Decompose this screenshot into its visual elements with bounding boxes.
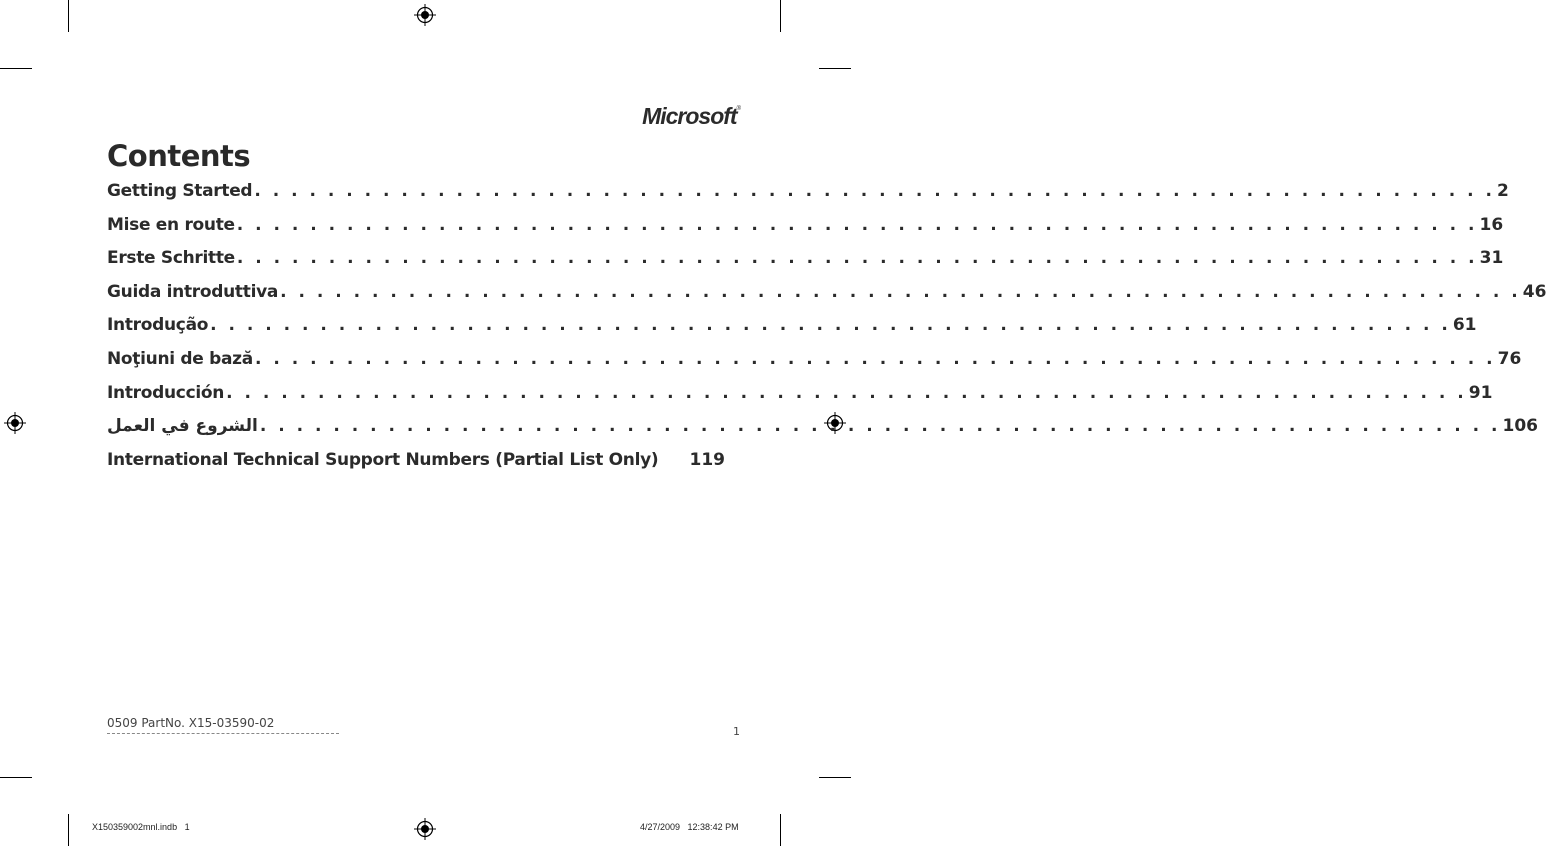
toc-entry-page: 91 [1468, 382, 1493, 403]
toc-entry-page: 16 [1479, 214, 1504, 235]
crop-mark [0, 777, 32, 778]
crop-mark [68, 814, 69, 846]
toc-leader-dots: . . . . . . . . . . . . . . . . . . . . . . . . . . . . . . . . . . . . . . . . . . . . . . . . . . . . . . . . . . . . . . . . . . . . [236, 214, 1478, 235]
toc-entry[interactable] [107, 382, 1493, 417]
logo-text: Microsoft [642, 103, 737, 129]
toc-entry[interactable] [107, 348, 1522, 383]
toc-entry-page: 61 [1452, 315, 1477, 336]
registration-mark-icon [414, 818, 436, 840]
toc-entry-label: Guida introduttiva [107, 281, 279, 302]
toc-entry[interactable] [107, 416, 1538, 450]
registered-mark: ® [736, 106, 741, 112]
toc-entry[interactable] [107, 214, 1504, 249]
table-of-contents [107, 181, 1546, 483]
crop-mark [819, 68, 851, 69]
part-number: 0509 PartNo. X15-03590-02 [107, 716, 275, 730]
toc-leader-dots: . . . . . . . . . . . . . . . . . . . . . . . . . . . . . . . . . . . . . . . . . . . . . . . . . . . . . . . . . . . . . . . . . . . . [236, 248, 1478, 269]
toc-entry-page: 31 [1479, 248, 1504, 269]
print-timestamp: 4/27/2009 12:38:42 PM [640, 822, 739, 832]
toc-entry[interactable] [107, 450, 725, 484]
toc-entry[interactable] [107, 181, 1509, 215]
toc-entry[interactable] [107, 281, 1546, 316]
crop-mark [0, 68, 32, 69]
toc-entry-label: Erste Schritte [107, 248, 235, 269]
toc-leader-dots: . . . . . . . . . . . . . . . . . . . . . . . . . . . . . . . . . . . . . . . . . . . . . . . . . . . . . . . . . . . . . . . . . . . . [280, 281, 1521, 302]
part-number-rule [107, 733, 339, 734]
toc-entry-page: 119 [689, 449, 725, 470]
microsoft-logo [642, 103, 741, 130]
toc-entry-page: 2 [1497, 181, 1509, 201]
registration-mark-icon [4, 412, 26, 434]
toc-entry-label: Getting Started [107, 181, 253, 201]
toc-entry-label: الشروع في العمل [107, 416, 258, 437]
crop-mark [780, 814, 781, 846]
toc-entry-label: Introducción [107, 382, 225, 403]
toc-leader-dots: . . . . . . . . . . . . . . . . . . . . . . . . . . . . . . . . . . . . . . . . . . . . . . . . . . . . . . . . . . . . . . . . . . . . [254, 181, 1495, 201]
page-title: Contents [107, 139, 251, 173]
toc-entry-label: Mise en route [107, 214, 235, 235]
toc-entry-page: 76 [1497, 348, 1522, 369]
toc-leader-dots: . . . . . . . . . . . . . . . . . . . . . . . . . . . . . . . . . . . . . . . . . . . . . . . . . . . . . . . . . . . . . . . . . . . . [210, 315, 1451, 336]
toc-entry-page: 46 [1522, 281, 1546, 302]
toc-entry-page: 106 [1502, 416, 1538, 437]
toc-entry[interactable] [107, 315, 1477, 349]
crop-mark [780, 0, 781, 32]
toc-leader-dots: . . . . . . . . . . . . . . . . . . . . . . . . . . . . . . . . . . . . . . . . . . . . . . . . . . . . . . . . . . . . . . . . . . . . [259, 416, 1501, 437]
crop-mark [68, 0, 69, 32]
toc-leader-dots: . . . . . . . . . . . . . . . . . . . . . . . . . . . . . . . . . . . . . . . . . . . . . . . . . . . . . . . . . . . . . . . . . . . . [254, 348, 1496, 369]
registration-mark-icon [414, 4, 436, 26]
print-file-slug: X150359002mnl.indb 1 [92, 822, 190, 832]
page-number: 1 [733, 725, 740, 738]
toc-entry-label: Noţiuni de bază [107, 348, 253, 369]
toc-entry-label: International Technical Support Numbers (Partial List Only) [107, 449, 659, 470]
toc-entry[interactable] [107, 248, 1504, 282]
toc-leader-dots: . . . . . . . . . . . . . . . . . . . . . . . . . . . . . . . . . . . . . . . . . . . . . . . . . . . . . . . . . . . . . . . . . . . . [226, 382, 1467, 403]
crop-mark [819, 777, 851, 778]
toc-entry-label: Introdução [107, 315, 209, 336]
